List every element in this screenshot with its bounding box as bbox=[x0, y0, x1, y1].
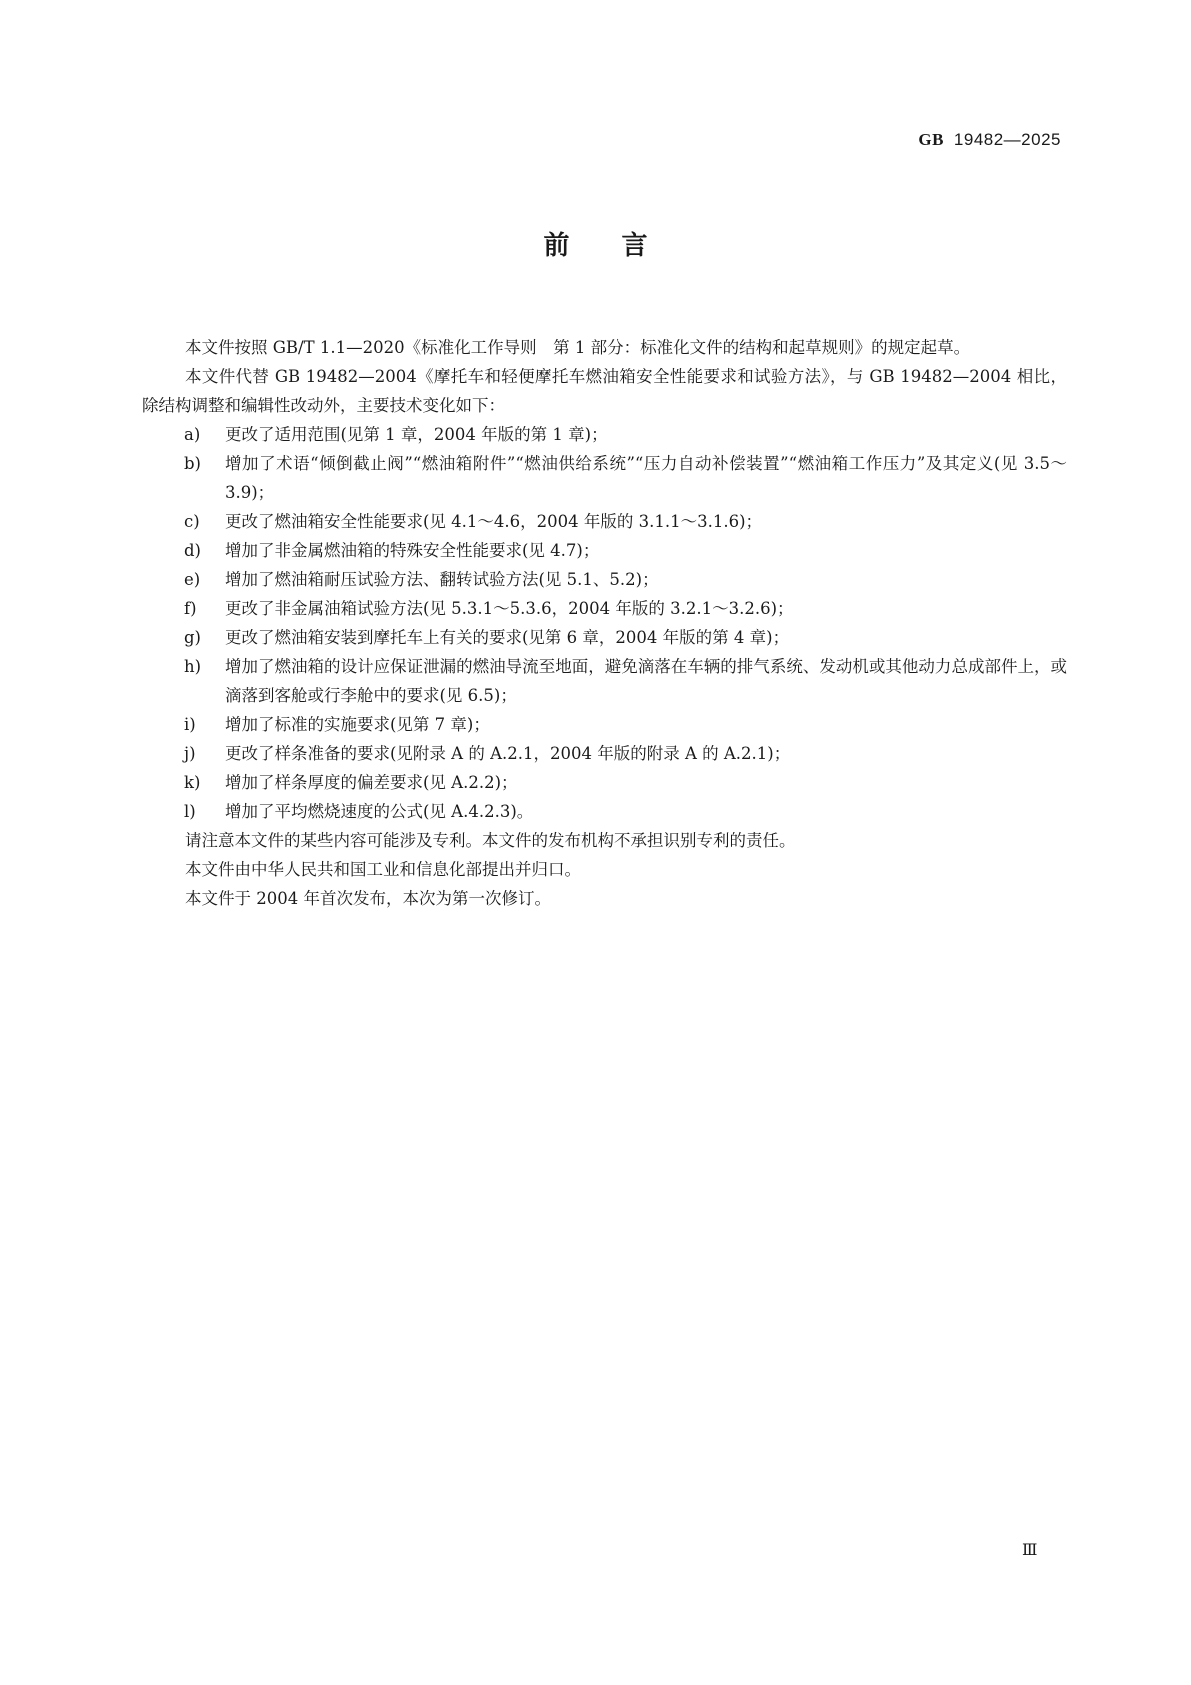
page-title: 前言 bbox=[543, 231, 700, 261]
list-item-text: 增加了非金属燃油箱的特殊安全性能要求(见 4.7)； bbox=[225, 541, 600, 560]
list-item-text: 更改了非金属油箱试验方法(见 5.3.1～5.3.6，2004 年版的 3.2.1～3.2.6)； bbox=[225, 599, 794, 618]
standard-number-header bbox=[918, 130, 1061, 150]
list-marker: g) bbox=[184, 628, 201, 647]
list-item-text: 更改了适用范围(见第 1 章，2004 年版的第 1 章)； bbox=[225, 425, 608, 444]
list-marker: d) bbox=[184, 541, 201, 560]
list-marker: l) bbox=[184, 802, 196, 821]
list-item-text: 增加了平均燃烧速度的公式(见 A.4.2.3)。 bbox=[225, 802, 534, 821]
list-marker: i) bbox=[184, 715, 196, 734]
list-item-text: 增加了燃油箱耐压试验方法、翻转试验方法(见 5.1、5.2)； bbox=[225, 570, 659, 589]
list-marker: a) bbox=[184, 425, 201, 444]
history-paragraph: 本文件于 2004 年首次发布，本次为第一次修订。 bbox=[185, 889, 551, 908]
standard-number: 19482—2025 bbox=[953, 130, 1061, 149]
list-marker: j) bbox=[184, 744, 196, 763]
list-item-text: 增加了燃油箱的设计应保证泄漏的燃油导流至地面，避免滴落在车辆的排气系统、发动机或其他动力总成部件上，或滴落到客舱或行李舱中的要求(见 6.5)； bbox=[225, 657, 1067, 705]
list-marker: h) bbox=[184, 657, 202, 676]
list-marker: f) bbox=[184, 599, 197, 618]
list-item bbox=[142, 623, 1067, 652]
changes-list bbox=[142, 420, 1067, 826]
list-item bbox=[142, 449, 1067, 507]
list-item-text: 更改了样条准备的要求(见附录 A 的 A.2.1，2004 年版的附录 A 的 A.2.1)； bbox=[225, 744, 791, 763]
list-item bbox=[142, 594, 1067, 623]
patent-notice-paragraph: 请注意本文件的某些内容可能涉及专利。本文件的发布机构不承担识别专利的责任。 bbox=[185, 831, 796, 850]
list-item bbox=[142, 507, 1067, 536]
list-item-text: 增加了样条厚度的偏差要求(见 A.2.2)； bbox=[225, 773, 518, 792]
page-number: Ⅲ bbox=[1022, 1540, 1038, 1559]
intro-paragraph: 本文件按照 GB/T 1.1—2020《标准化工作导则 第 1 部分：标准化文件的结构和起草规则》的规定起草。 bbox=[185, 338, 971, 357]
list-item-text: 增加了标准的实施要求(见第 7 章)； bbox=[225, 715, 490, 734]
standard-prefix: GB bbox=[918, 130, 944, 149]
list-marker: k) bbox=[184, 773, 201, 792]
proposer-paragraph: 本文件由中华人民共和国工业和信息化部提出并归口。 bbox=[185, 860, 581, 879]
list-item bbox=[142, 652, 1067, 710]
intro-paragraph: 本文件代替 GB 19482—2004《摩托车和轻便摩托车燃油箱安全性能要求和试验方法》，与 GB 19482—2004 相比，除结构调整和编辑性改动外，主要技术变化如下： bbox=[142, 367, 1067, 415]
list-item bbox=[142, 536, 1067, 565]
list-item bbox=[142, 565, 1067, 594]
list-item-text: 增加了术语“倾倒截止阀”“燃油箱附件”“燃油供给系统”“压力自动补偿装置”“燃油箱工作压力”及其定义(见 3.5～3.9)； bbox=[225, 454, 1067, 502]
list-marker: c) bbox=[184, 512, 200, 531]
list-item bbox=[142, 797, 1067, 826]
list-item bbox=[142, 739, 1067, 768]
list-item-text: 更改了燃油箱安装到摩托车上有关的要求(见第 6 章，2004 年版的第 4 章)； bbox=[225, 628, 790, 647]
document-body bbox=[142, 333, 1067, 913]
list-item bbox=[142, 768, 1067, 797]
list-marker: e) bbox=[184, 570, 201, 589]
list-item-text: 更改了燃油箱安全性能要求(见 4.1～4.6，2004 年版的 3.1.1～3.1.6)； bbox=[225, 512, 763, 531]
list-marker: b) bbox=[184, 454, 201, 473]
list-item bbox=[142, 710, 1067, 739]
list-item bbox=[142, 420, 1067, 449]
